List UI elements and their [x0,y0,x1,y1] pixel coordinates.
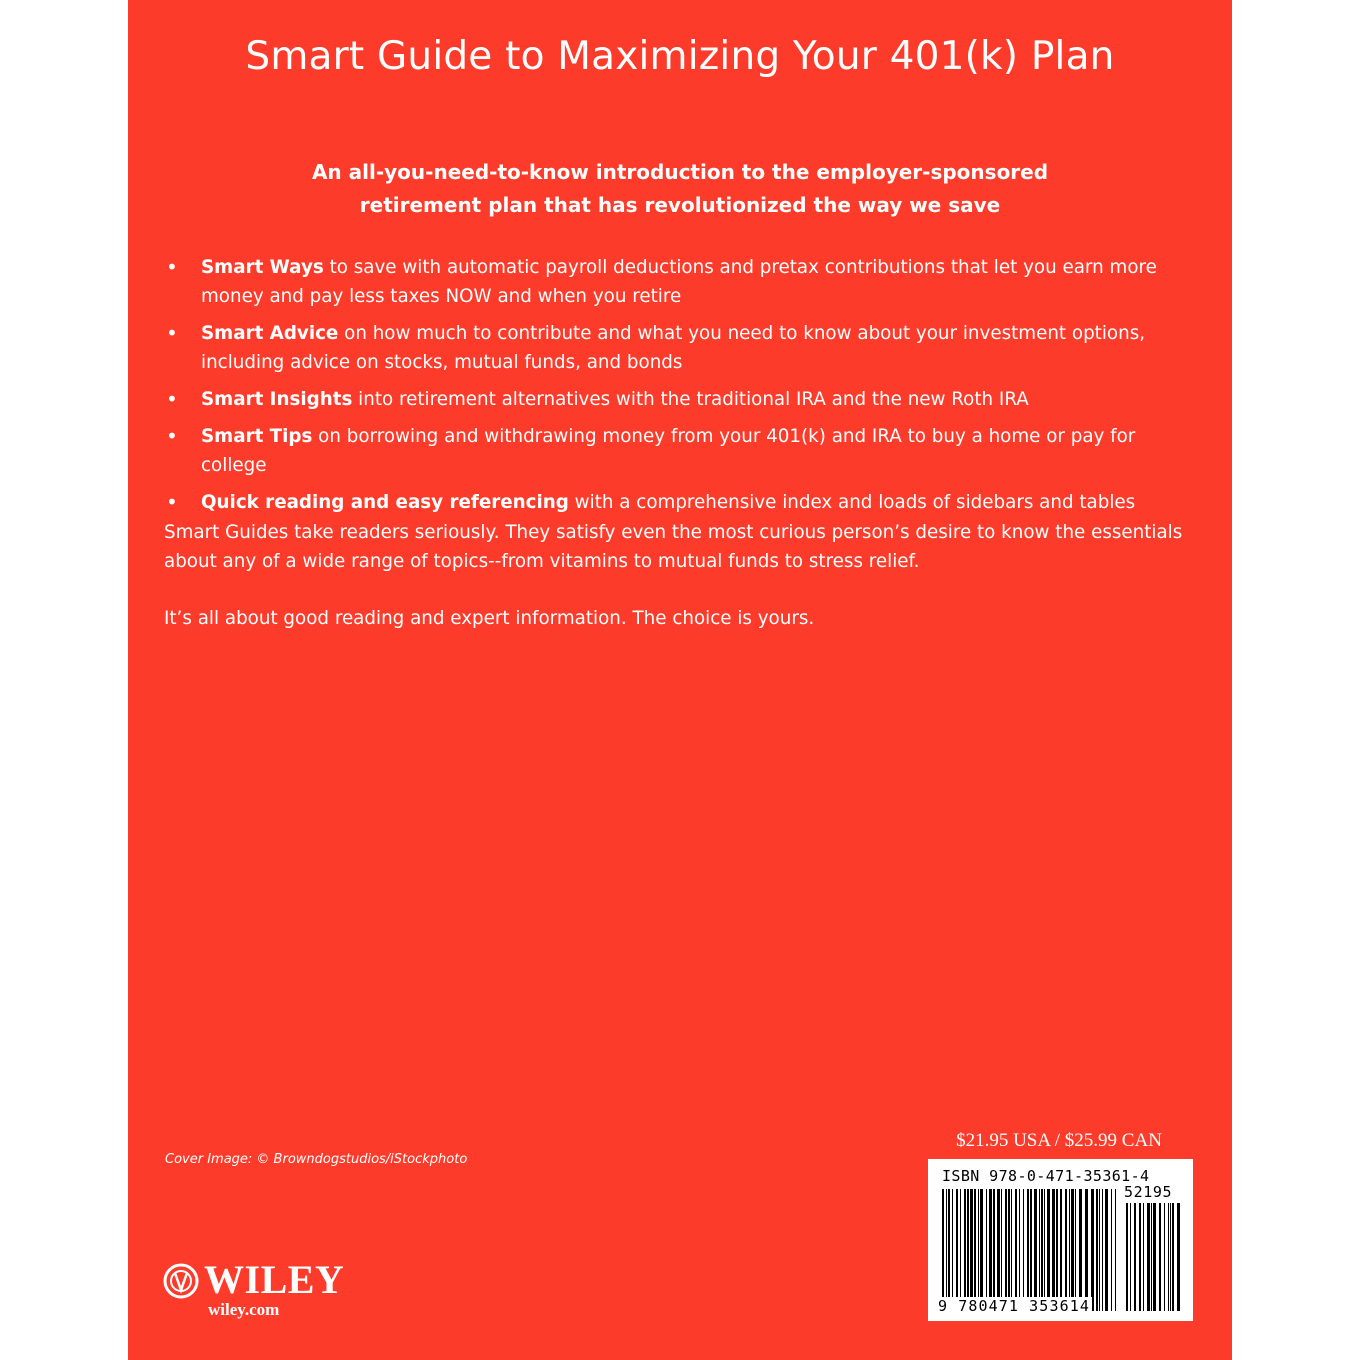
barcode-bar [1039,1189,1040,1311]
feature-text: to save with automatic payroll deductions and pretax contributions that let you earn more money and pay less taxes NOW and when you retire [201,257,1157,307]
barcode-bar [1015,1189,1017,1311]
barcode-bar [1011,1189,1012,1311]
book-title: Smart Guide to Maximizing Your 401(k) Plan [245,34,1115,79]
barcode-bar [1079,1189,1082,1311]
barcode-bar [956,1189,958,1311]
barcode-bar [970,1189,973,1311]
feature-item [164,253,1204,311]
barcode-bar [993,1189,995,1311]
barcode-bar [986,1189,987,1311]
barcode-bar [1159,1203,1161,1311]
feature-lead: Smart Tips [201,426,313,447]
barcode-bar [946,1189,947,1311]
bullet-icon: • [166,255,178,279]
barcode-bar [1030,1189,1032,1311]
bullet-icon: • [166,490,178,514]
barcode-bar [989,1189,992,1311]
barcode-bar [1075,1189,1076,1311]
barcode-bar [1056,1189,1058,1311]
barcode-bar [1034,1189,1037,1311]
barcode-bar [1168,1203,1169,1311]
isbn-barcode [928,1159,1193,1321]
tagline-line-1: An all-you-need-to-know introduction to the employer-sponsored [311,160,1049,184]
publisher-name: WILEY [204,1257,345,1302]
barcode-bar [1143,1203,1144,1311]
barcode-bar [1139,1203,1141,1311]
wiley-emblem-icon [162,1262,200,1300]
barcode-bar [1019,1189,1020,1311]
feature-item [164,422,1204,480]
barcode-bar [1069,1189,1070,1311]
tagline-line-2: retirement plan that has revolutionized the way we save [359,193,1001,217]
barcode-bar [1105,1189,1108,1311]
barcode-number: 9 780471 353614 [938,1297,1090,1315]
wiley-logo [162,1258,352,1318]
barcode-bar [1052,1189,1055,1311]
barcode-bar [1027,1189,1029,1311]
closing-paragraph: It’s all about good reading and expert information. The choice is yours. [164,608,815,629]
feature-text: on borrowing and withdrawing money from your 401(k) and IRA to buy a home or pay for college [201,426,1136,476]
barcode-bar [967,1189,969,1311]
feature-item [164,385,1204,414]
barcode-bar [1177,1203,1180,1311]
barcode-bar [964,1189,966,1311]
feature-item [164,319,1204,377]
barcode-bar [1147,1203,1150,1311]
barcode-bar [1134,1203,1136,1311]
cover-image-credit: Cover Image: © Browndogstudios/iStockphoto [165,1152,468,1167]
publisher-url: wiley.com [208,1300,280,1319]
feature-text: with a comprehensive index and loads of sidebars and tables [568,492,1136,513]
feature-text: on how much to contribute and what you need to know about your investment options, including advice on stocks, mutual funds, and bonds [201,323,1146,373]
barcode-bar [997,1189,1000,1311]
barcode-bar [1085,1189,1088,1311]
feature-list [164,253,1204,525]
barcode-bar [1071,1189,1074,1311]
barcode-bar [1164,1203,1165,1311]
feature-lead: Smart Advice [201,323,339,344]
barcode-bar [1172,1203,1174,1311]
feature-text: into retirement alternatives with the traditional IRA and the new Roth IRA [352,389,1029,410]
bullet-icon: • [166,424,178,448]
price-label: $21.95 USA / $25.99 CAN [956,1130,1162,1151]
tagline [228,156,1132,222]
barcode-bar [974,1189,976,1311]
feature-lead: Quick reading and easy referencing [201,492,569,513]
barcode-bar [1008,1189,1010,1311]
barcode-bar [942,1189,944,1311]
barcode-bar [1041,1189,1043,1311]
barcode-bar [1102,1189,1103,1311]
description-paragraph: Smart Guides take readers seriously. They satisfy even the most curious person’s desire to know the essentials about any of a wide range of topics--from vitamins to mutual funds to stress relief. [164,522,1183,572]
isbn-text: ISBN 978-0-471-35361-4 [942,1167,1150,1185]
barcode-bar [1115,1189,1116,1311]
bullet-icon: • [166,387,178,411]
feature-lead: Smart Ways [201,257,324,278]
barcode-bar [1153,1203,1156,1311]
barcode-bar [960,1189,961,1311]
barcode-bar [1005,1189,1007,1311]
barcode-bar [1126,1203,1128,1311]
barcode-bar [1023,1189,1024,1311]
barcode-bar [1065,1189,1067,1311]
barcode-bar [1111,1189,1112,1311]
barcode-bar [1001,1189,1002,1311]
barcode-bar [1130,1203,1131,1311]
barcode-bar [978,1189,979,1311]
feature-lead: Smart Insights [201,389,353,410]
barcode-bar [980,1189,983,1311]
barcode-bar [1091,1189,1094,1311]
barcode-bar [1170,1203,1171,1311]
barcode-bar [1060,1189,1062,1311]
feature-item [164,488,1204,517]
barcode-bar [1044,1189,1045,1311]
barcode-bar [1047,1189,1050,1311]
barcode-bar [1099,1189,1100,1311]
barcode-bar [952,1189,953,1311]
back-cover [128,0,1232,1360]
barcode-bar [1096,1189,1098,1311]
price-code: 52195 [1124,1183,1173,1201]
barcode-bar [1151,1203,1152,1311]
bullet-icon: • [166,321,178,345]
barcode-bar [948,1189,950,1311]
